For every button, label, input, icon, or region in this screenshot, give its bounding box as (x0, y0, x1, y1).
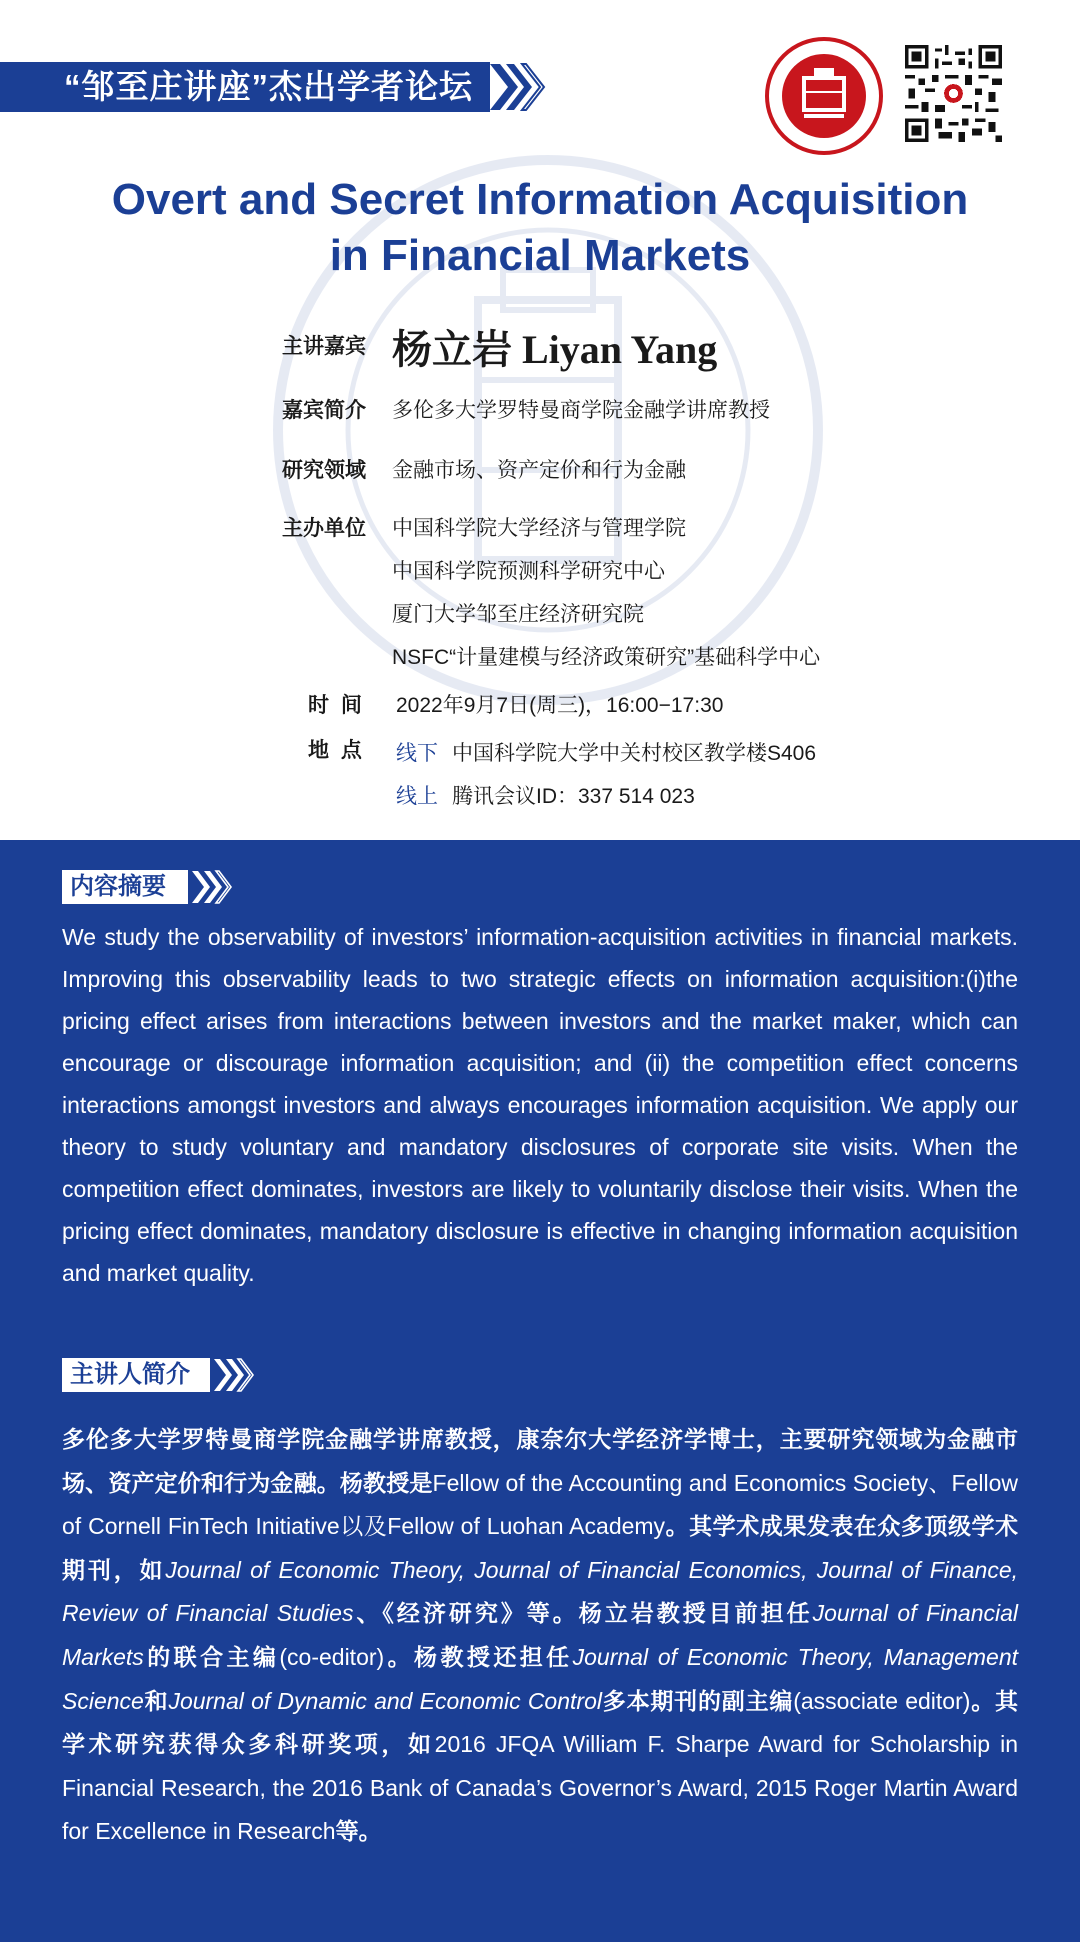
bio-segment: 。其学术成果发表在众多顶级学术期刊，如 (62, 1513, 1019, 1584)
lecture-title (40, 172, 1040, 284)
host-item: NSFC“计量建模与经济政策研究”基础科学中心 (392, 646, 821, 669)
offline-tag: 线下 (396, 742, 438, 765)
host-item: 中国科学院大学经济与管理学院 (392, 517, 686, 540)
host-label: 主办单位 (282, 517, 366, 540)
bio-awards: 2016 JFQA William F. Sharpe Award for Scholarship in Financial Research, the 2016 Bank of Canada’s Governor’s Award, 2015 Roger Martin Award for Excellence in Research (62, 1731, 1019, 1845)
time-label: 时 间 (308, 694, 362, 717)
intro-value: 多伦多大学罗特曼商学院金融学讲席教授 (392, 399, 770, 422)
offline-place (396, 737, 816, 767)
bio-journal-list: Journal of Economic Theory, Journal of Financial Economics, Journal of Finance, Review of Financial Studies (62, 1556, 1018, 1627)
bio-segment: (associate editor) (793, 1687, 971, 1714)
bio-segment: Fellow of the Accounting and Economics Society、Fellow of Cornell FinTech Initiative以及Fellow of Luohan Academy (62, 1469, 1019, 1540)
speaker-name: 杨立岩 Liyan Yang (392, 327, 718, 372)
bio-segment: 。其学术研究获得众多科研奖项，如 (62, 1687, 1019, 1759)
speaker-bio-text (62, 1418, 1018, 1854)
poster-header-section (0, 0, 1080, 840)
chevron-right-icon (212, 1357, 258, 1393)
bio-journal: Journal of Dynamic and Economic Control (168, 1687, 602, 1714)
host-item: 中国科学院预测科学研究中心 (392, 560, 665, 583)
chow-institute-logo (764, 36, 884, 156)
bio-journal: Journal of Financial Markets (62, 1600, 1018, 1670)
bio-heading: 主讲人简介 (62, 1358, 210, 1392)
abstract-heading: 内容摘要 (62, 870, 188, 904)
bio-segment: 等。 (335, 1818, 382, 1846)
online-place (396, 780, 695, 810)
abstract-text: We study the observability of investors’ information-acquisition activities in financial markets. Improving this observability leads to two strategic effects on information acquisition:(i)the pricing effect arises from interactions between investors and the market maker, which can encourage or discourage information acquisition; and (ii) the competition effect concerns interactions amongst investors and always encourages information acquisition. We apply our theory to study voluntary and mandatory disclosures of corporate site visits. When the competition effect dominates, investors are likely to voluntarily disclose their visits. When the pricing effect dominates, mandatory disclosure is effective in changing information acquisition and market quality. (62, 924, 1018, 1286)
bio-segment: 。杨教授还担任 (384, 1643, 573, 1671)
chevron-right-icon (190, 869, 236, 905)
online-value: 腾讯会议ID：337 514 023 (452, 785, 695, 808)
place-label: 地 点 (308, 739, 362, 762)
qr-code-icon[interactable] (905, 45, 1002, 142)
intro-label: 嘉宾简介 (282, 399, 366, 422)
lecture-title-line-1: Overt and Secret Information Acquisition (111, 175, 969, 224)
bio-journal-list: Journal of Economic Theory, Management Science (62, 1643, 1019, 1714)
forum-banner: “邹至庄讲座”杰出学者论坛 (0, 62, 490, 112)
bio-segment: 的联合主编 (143, 1643, 280, 1671)
field-value: 金融市场、资产定价和行为金融 (392, 459, 686, 482)
host-item: 厦门大学邹至庄经济研究院 (392, 603, 644, 626)
online-tag: 线上 (396, 785, 438, 808)
field-label: 研究领域 (282, 459, 366, 482)
lecture-title-line-2: in Financial Markets (329, 231, 751, 280)
chevron-right-icon (488, 60, 548, 114)
speaker-label: 主讲嘉宾 (282, 335, 366, 358)
bio-segment: (co-editor) (279, 1643, 385, 1670)
offline-value: 中国科学院大学中关村校区教学楼S406 (452, 742, 817, 765)
bio-segment: 多本期刊的副主编 (601, 1687, 794, 1715)
bio-segment: 、《经济研究》等。杨立岩教授目前担任 (353, 1600, 813, 1628)
bio-segment: 多伦多大学罗特曼商学院金融学讲席教授，康奈尔大学经济学博士，主要研究领域为金融市场、资产定价和行为金融。杨教授是 (62, 1426, 1018, 1497)
time-value: 2022年9月7日(周三)，16:00−17:30 (396, 694, 724, 717)
bio-segment: 和 (143, 1687, 169, 1715)
